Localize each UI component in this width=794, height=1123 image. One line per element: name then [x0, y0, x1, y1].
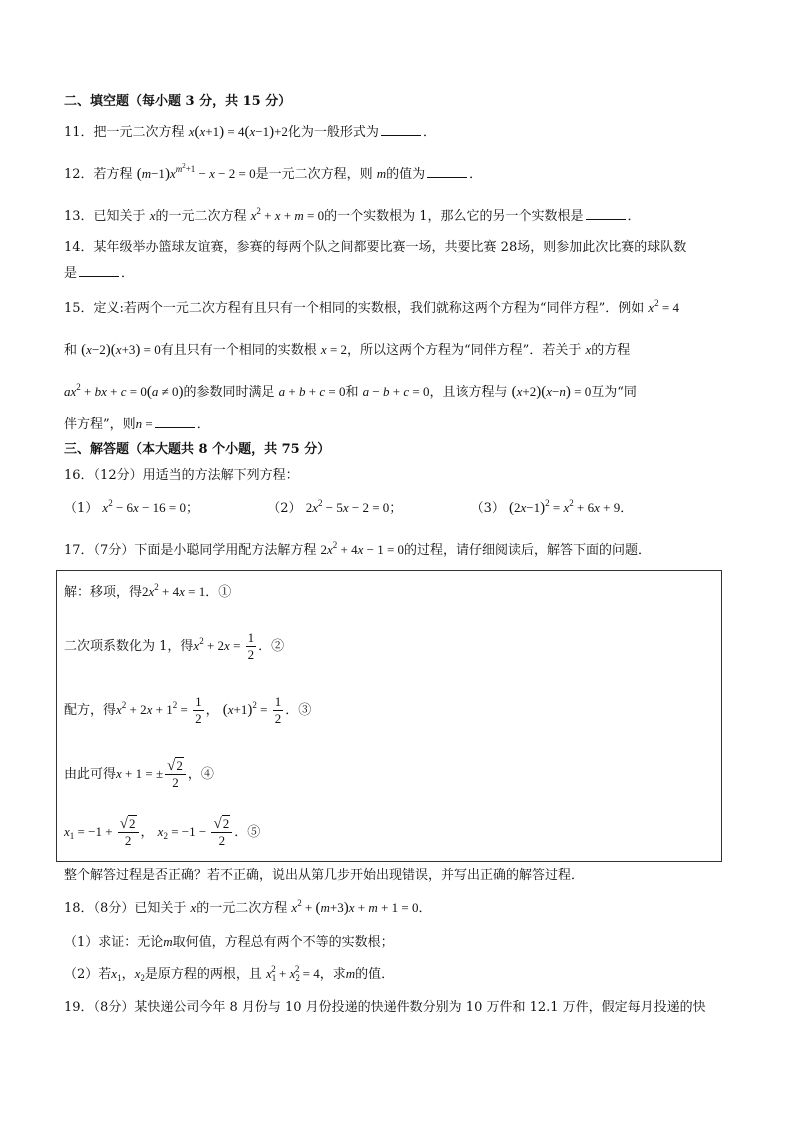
q15-end: ． — [196, 417, 210, 432]
question-16-parts — [64, 498, 633, 519]
q13-text-c: 的一个实数根为 1，那么它的另一个实数根是 — [324, 209, 584, 224]
q13-text-b: 的一元二次方程 — [155, 209, 247, 224]
fraction-sqrt2-over-2: $\frac{√2}{2}$ — [118, 816, 139, 849]
q15-cond-1: a + b + c = 0 — [278, 384, 346, 399]
step-5-mark: ．⑤ — [234, 825, 261, 840]
q11-equation: x(x+1) = 4(x−1)+2 — [188, 124, 288, 140]
question-17 — [64, 540, 651, 561]
solution-step-4 — [64, 758, 214, 791]
question-18-part-1 — [64, 932, 394, 953]
q15-line-2-a: 和 — [64, 343, 78, 358]
q15-line-2-c: ，所以这两个方程为“同伴方程”．若关于 — [347, 343, 582, 358]
step-1-mark: ．① — [205, 585, 232, 600]
q13-text-a: 已知关于 — [93, 209, 146, 224]
q15-general-eq: $ax^2$ + bx + c = 0(a ≠ 0) — [64, 382, 184, 400]
q14-line-1: 某年级举办篮球友谊赛，参赛的每两个队之间都要比赛一场，共要比赛 28场，则参加此次比赛的球队数 — [93, 240, 687, 255]
question-16 — [64, 466, 299, 486]
section-3-title: 三、解答题（本大题共 8 个小题，共 75 分） — [64, 442, 331, 457]
q11-text-a: 把一元二次方程 — [93, 125, 185, 140]
q17-number: 17． — [64, 543, 94, 558]
q18-var-m: m — [345, 966, 356, 981]
fraction-one-half: $\frac{1}{2}$ — [247, 630, 255, 662]
step-4-eq: x + 1 = ± — [116, 766, 164, 781]
q16-part-3-label: （3） — [470, 501, 505, 516]
step-2-text: 二次项系数化为 1，得 — [64, 639, 194, 654]
q15-line-3-b: 和 — [345, 385, 359, 400]
step-3-mark: ．③ — [285, 703, 312, 718]
q15-line-2-d: 的方程 — [591, 343, 631, 358]
question-18-part-2 — [64, 964, 394, 985]
q18-text-a: （8分）已知关于 — [93, 901, 187, 916]
q15-line-2-b: 有且只有一个相同的实数根 — [160, 343, 317, 358]
q18-sub-2-d: 的值． — [355, 967, 395, 982]
q18-sub-2-b: 是原方程的两根，且 — [144, 967, 262, 982]
q18-sub-1-b: 取何值，方程总有两个不等的实数根； — [172, 935, 394, 950]
q15-root: x = 2 — [320, 342, 348, 357]
q13-var-x: x — [149, 208, 156, 223]
q16-part-3-eq: $(2x-1)^2 = x^2 + 6x + 9$． — [508, 498, 634, 516]
question-15-line-4 — [64, 414, 210, 435]
q14-answer-blank[interactable] — [79, 264, 119, 277]
step-2-eq: $x^2 + 2x$ = — [193, 636, 244, 653]
q17-text-b: 的过程，请仔细阅读后，解答下面的问题． — [404, 543, 652, 558]
q17-equation: $2x^2 + 4x - 1 = 0$ — [320, 540, 405, 557]
question-18 — [64, 898, 431, 919]
fraction-sqrt2-over-2: $\frac{√2}{2}$ — [211, 816, 232, 849]
q12-text-b: 是一元二次方程，则 — [255, 167, 373, 182]
q12-text-a: 若方程 — [93, 167, 133, 182]
q14-end: ． — [121, 266, 135, 281]
q15-eq-product: (x−2)(x+3) = 0 — [81, 342, 161, 358]
q15-n-eq: n = — [135, 416, 153, 431]
q18-sub-1-a: （1）求证：无论 — [64, 935, 164, 950]
q15-example-eq: $x^2 = 4$ — [648, 298, 679, 315]
q11-answer-blank[interactable] — [381, 123, 421, 136]
section-2-title: 二、填空题（每小题 3 分，共 15 分） — [64, 94, 292, 109]
q13-answer-blank[interactable] — [586, 207, 626, 220]
step-5-separator: ， — [140, 825, 154, 840]
q13-equation: $x^2 + x + m = 0$ — [250, 206, 325, 223]
step-2-mark: ．② — [258, 639, 285, 654]
q17-text-a: （7分）下面是小聪同学用配方法解方程 — [93, 543, 317, 558]
q13-number: 13． — [64, 209, 94, 224]
step-3-text: 配方，得 — [64, 703, 117, 718]
q18-text-b: 的一元二次方程 — [196, 901, 288, 916]
q18-number: 18． — [64, 901, 94, 916]
q15-line-4-a: 伴方程”，则 — [64, 417, 136, 432]
q19-text: （8分）某快递公司今年 8 月份与 10 月份投递的快递件数分别为 10 万件和 12.1 万件，假定每月投递的快 — [93, 1000, 706, 1015]
q11-text-b: 化为一般形式为 — [287, 125, 379, 140]
question-14-line-2 — [64, 264, 134, 284]
step-4-text: 由此可得 — [64, 767, 117, 782]
q15-line-1: 定义:若两个一元二次方程有且只有一个相同的实数根，我们就称这两个方程为“同伴方程”．例如 — [93, 301, 645, 316]
q18-sub-2-c: ，求 — [319, 967, 346, 982]
solution-step-3 — [64, 694, 311, 727]
step-5-root-1: $x_1 = -1$ + — [64, 824, 116, 841]
question-15-line-3 — [64, 382, 637, 403]
step-1-eq: $2x^2 + 4x = 1$ — [142, 582, 206, 599]
question-14-line-1 — [64, 238, 686, 258]
step-4-mark: ，④ — [187, 767, 214, 782]
q16-part-1-eq: $x^2 - 6x - 16 = 0$； — [102, 498, 199, 515]
step-3-eq-b: $(x+1)^2$ = — [222, 700, 271, 718]
q12-answer-blank[interactable] — [427, 165, 467, 178]
q15-cond-2: a − b + c = 0 — [362, 384, 430, 399]
q18-var-m: m — [163, 934, 173, 949]
q15-line-3-a: 的参数同时满足 — [183, 385, 275, 400]
q15-answer-blank[interactable] — [155, 415, 195, 428]
q16-text: （12分）用适当的方法解下列方程： — [93, 468, 299, 483]
q12-number: 12． — [64, 167, 94, 182]
q16-part-2-eq: $2x^2 - 5x - 2 = 0$； — [305, 498, 403, 515]
question-13 — [64, 206, 641, 227]
q14-line-2: 是 — [64, 266, 78, 281]
q11-number: 11． — [64, 125, 94, 140]
fraction-sqrt2-over-2: $\frac{√2}{2}$ — [165, 758, 186, 791]
q16-part-2-label: （2） — [267, 501, 302, 516]
q16-number: 16． — [64, 468, 94, 483]
q15-eq-partner: (x+2)(x−n) = 0 — [511, 384, 592, 400]
question-11 — [64, 122, 436, 143]
question-19 — [64, 998, 706, 1018]
question-15-line-1 — [64, 298, 679, 319]
q16-part-1-label: （1） — [64, 501, 99, 516]
step-1-text: 解：移项，得 — [64, 585, 143, 600]
q18-roots: $x_1$，$x_2$ — [111, 966, 145, 983]
fraction-one-half: $\frac{1}{2}$ — [274, 694, 282, 726]
q11-end: ． — [422, 125, 436, 140]
solution-step-1 — [64, 582, 231, 603]
solution-step-5 — [64, 816, 260, 849]
q18-var-x: x — [190, 900, 197, 915]
question-15-line-2 — [64, 340, 630, 361]
q15-line-3-c: ，且该方程与 — [429, 385, 508, 400]
fraction-one-half: $\frac{1}{2}$ — [195, 694, 202, 726]
q15-var-x: x — [585, 342, 592, 357]
q18-sub-2-a: （2）若 — [64, 967, 112, 982]
step-3-eq-a: $x^2 + 2x + 1^2$ = — [116, 700, 192, 717]
q15-line-3-d: 互为“同 — [591, 385, 637, 400]
solution-step-2 — [64, 630, 284, 663]
q12-var-m: m — [376, 166, 387, 181]
q12-end: ． — [469, 167, 483, 182]
q12-text-c: 的值为 — [386, 167, 426, 182]
q19-number: 19． — [64, 1000, 94, 1015]
q15-number: 15． — [64, 301, 94, 316]
q17-followup: 整个解答过程是否正确？若不正确，说出从第几步开始出现错误，并写出正确的解答过程． — [64, 868, 585, 883]
question-12 — [64, 164, 482, 185]
q18-sum-squares: $x_1^2 + x_2^2 = 4$ — [266, 964, 320, 983]
q13-end: ． — [627, 209, 641, 224]
q18-equation: $x^2 + (m+3)x + m + 1 = 0$． — [291, 898, 432, 916]
q14-number: 14． — [64, 240, 94, 255]
q12-equation: $(m-1)x^{m^2+1} - x - 2 = 0$ — [136, 162, 256, 182]
step-5-root-2: $x_2 = -1$ − — [157, 824, 210, 841]
step-3-separator: ， — [205, 703, 219, 718]
